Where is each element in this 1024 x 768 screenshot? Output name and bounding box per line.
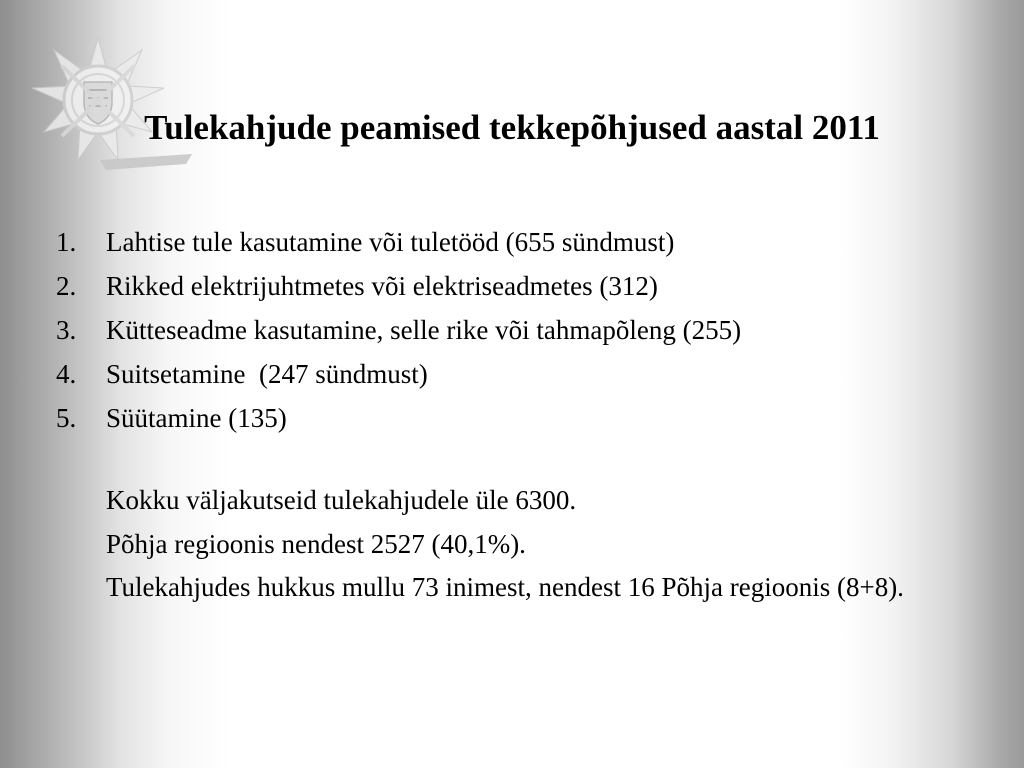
list-text: Kütteseadme kasutamine, selle rike või tahmapõleng (255) [106,315,742,345]
list-number: 1. [56,227,77,257]
list-number: 4. [56,359,77,389]
summary-notes [106,484,906,614]
list-text: Lahtise tule kasutamine või tuletööd (655 sündmust) [106,227,675,257]
slide-title: Tulekahjude peamised tekkepõhjused aastal 2011 [144,108,880,147]
list-item [56,358,936,390]
list-item [56,270,936,302]
note-total-calls: Kokku väljakutseid tulekahjudele üle 6300. [106,485,577,515]
causes-list [56,226,936,446]
list-number: 3. [56,315,77,345]
list-number: 2. [56,271,77,301]
note-north-region: Põhja regioonis nendest 2527 (40,1%). [106,529,526,559]
list-item [56,314,936,346]
list-text: Suitsetamine (247 sündmust) [106,359,428,389]
note-fatalities: Tulekahjudes hukkus mullu 73 inimest, nendest 16 Põhja regioonis (8+8). [106,572,904,602]
list-item [56,402,936,434]
list-item [56,226,936,258]
list-number: 5. [56,403,77,433]
list-text: Rikked elektrijuhtmetes või elektriseadmetes (312) [106,271,658,301]
list-text: Süütamine (135) [106,403,287,433]
